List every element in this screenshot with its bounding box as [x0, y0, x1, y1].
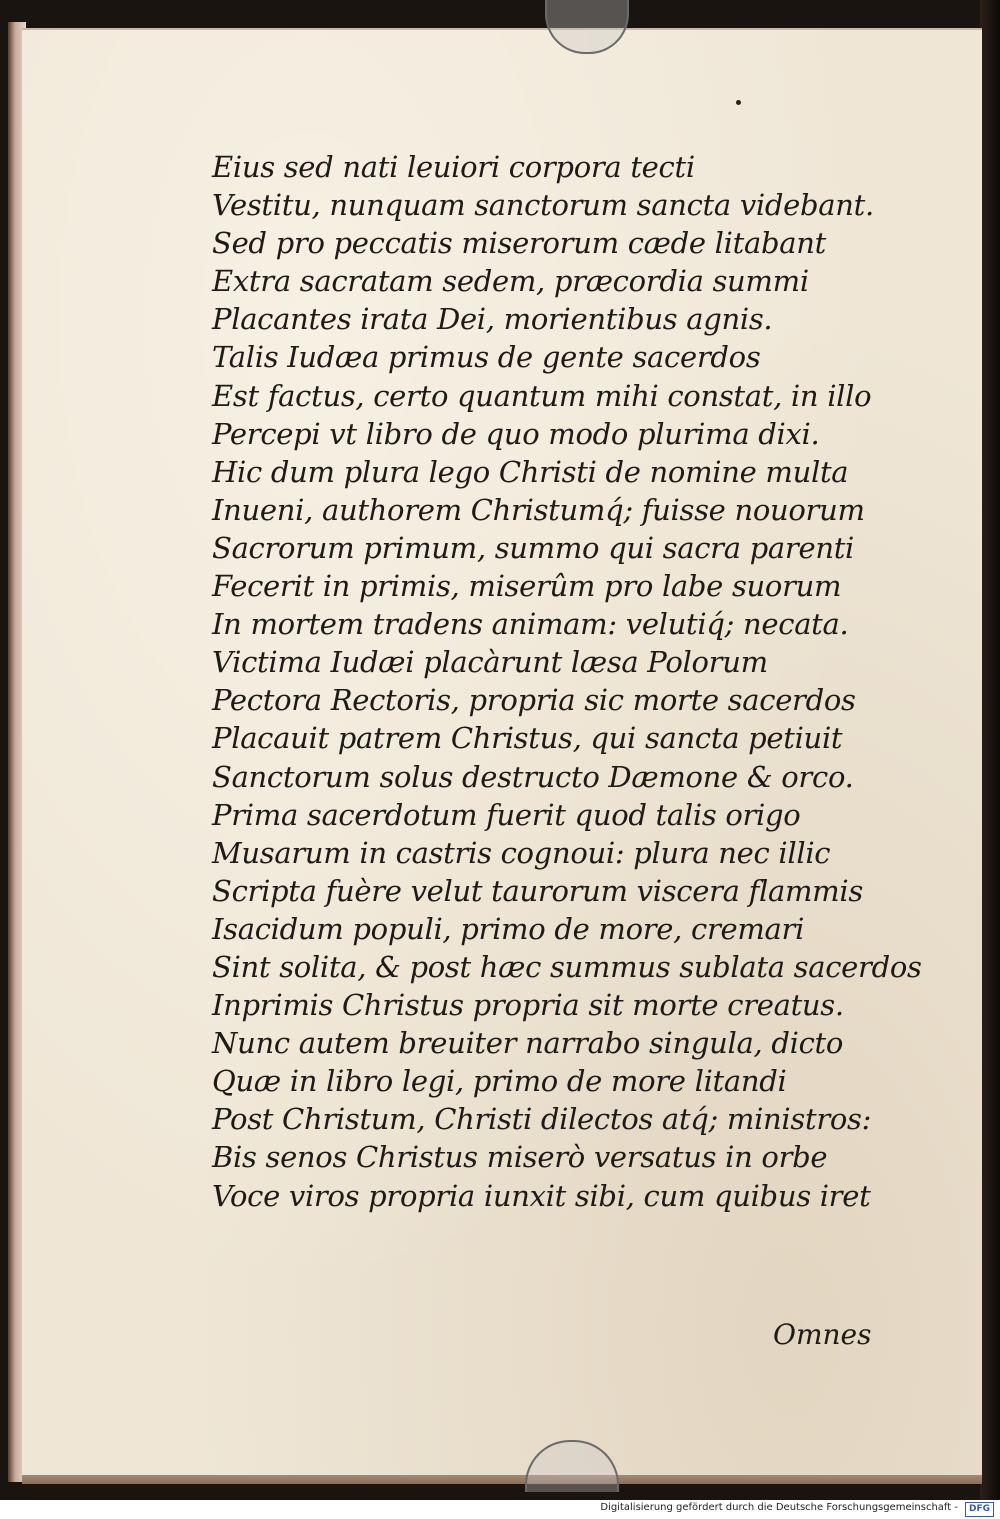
verse-line: Voce viros propria iunxit sibi, cum quibus iret: [212, 1178, 871, 1213]
verse-line: Talis Iudæa primus de gente sacerdos: [212, 340, 761, 375]
ink-dot: [736, 100, 741, 105]
verse-line: Est factus, certo quantum mihi constat, in illo: [212, 378, 872, 413]
verse-line: Musarum in castris cognoui: plura nec illic: [212, 835, 831, 870]
verse-line: Scripta fuère velut taurorum viscera flammis: [212, 873, 863, 908]
verse-line: Prima sacerdotum fuerit quod talis origo: [212, 797, 801, 832]
verse-line: Post Christum, Christi dilectos atq́; ministros:: [212, 1102, 872, 1137]
verse-line: Inprimis Christus propria sit morte creatus.: [212, 988, 844, 1023]
page-edge-right: [980, 0, 1000, 1500]
verse-line: Victima Iudæi placàrunt læsa Polorum: [212, 645, 768, 680]
verse-line: Inueni, authorem Christumq́; fuisse nouorum: [212, 492, 865, 527]
verse-line: Extra sacratam sedem, præcordia summi: [212, 264, 809, 299]
dfg-logo[interactable]: DFG: [965, 1502, 994, 1517]
verse-text: [212, 148, 922, 1215]
verse-line: Percepi vt libro de quo modo plurima dixi.: [212, 416, 820, 451]
verse-line: Vestitu, nunquam sanctorum sancta videbant.: [212, 188, 874, 223]
verse-line: In mortem tradens animam: velutiq́; necata.: [212, 607, 849, 642]
verse-line: Placantes irata Dei, morientibus agnis.: [212, 302, 773, 337]
verse-line: Sanctorum solus destructo Dæmone & orco.: [212, 759, 854, 794]
catchword: Omnes: [773, 1318, 872, 1351]
verse-line: Nunc autem breuiter narrabo singula, dicto: [212, 1026, 844, 1061]
verse-line: Quæ in libro legi, primo de more litandi: [212, 1064, 787, 1099]
verse-line: Sed pro peccatis miserorum cæde litabant: [212, 226, 826, 261]
verse-line: Sacrorum primum, summo qui sacra parenti: [212, 530, 855, 565]
verse-line: Hic dum plura lego Christi de nomine multa: [212, 454, 849, 489]
verse-line: Bis senos Christus miserò versatus in orbe: [212, 1140, 828, 1175]
verse-line: Placauit patrem Christus, qui sancta petiuit: [212, 721, 843, 756]
verse-line: Isacidum populi, primo de more, cremari: [212, 911, 805, 946]
verse-line: Pectora Rectoris, propria sic morte sacerdos: [212, 683, 856, 718]
verse-line: Fecerit in primis, miserûm pro labe suorum: [212, 569, 842, 604]
verse-line: Sint solita, & post hæc summus sublata sacerdos: [212, 949, 922, 984]
verse-line: Eius sed nati leuiori corpora tecti: [212, 150, 695, 184]
funding-credit: Digitalisierung gefördert durch die Deutsche Forschungsgemeinschaft -: [600, 1502, 958, 1513]
